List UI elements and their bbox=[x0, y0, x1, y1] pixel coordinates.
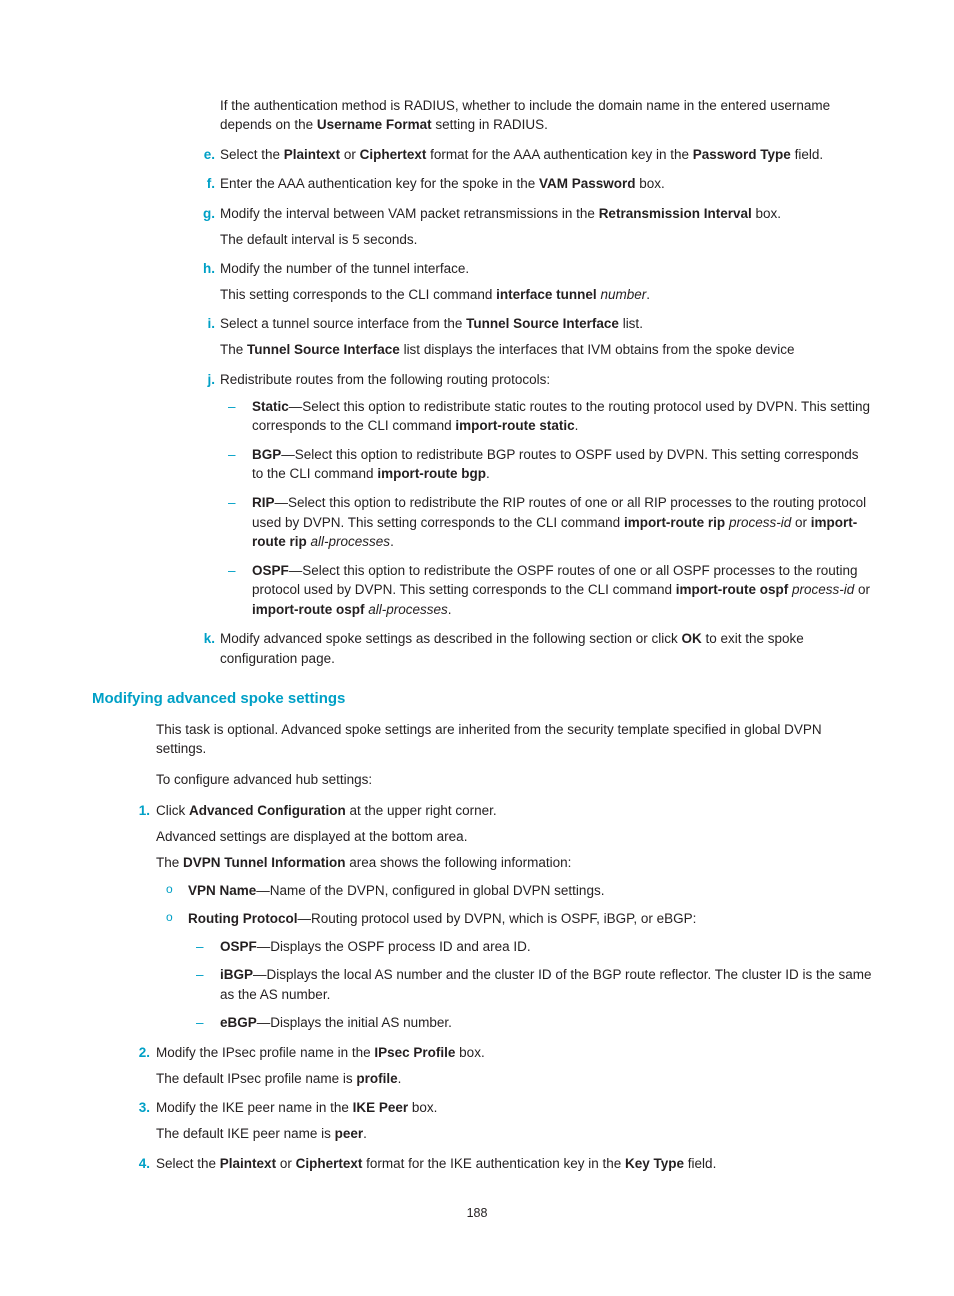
intro-text-2: setting in RADIUS. bbox=[431, 117, 548, 133]
alpha-step-marker: e. bbox=[203, 147, 215, 163]
alpha-step-text: Enter the AAA authentication key for the spoke in the VAM Password box. bbox=[220, 176, 665, 192]
section-paragraph-2: To configure advanced hub settings: bbox=[156, 771, 373, 787]
alpha-step-marker: f. bbox=[206, 176, 215, 192]
alpha-step-marker: h. bbox=[203, 260, 215, 276]
circle-list-item bbox=[156, 909, 872, 1033]
numbered-step-marker: 2. bbox=[138, 1044, 150, 1060]
intro-text-1: If the authentication method is RADIUS, whether to include the domain name in the entered username depends on the bbox=[220, 98, 831, 133]
page-content bbox=[92, 96, 872, 1183]
numbered-step-text: Select the Plaintext or Ciphertext format for the IKE authentication key in the Key Type field. bbox=[156, 1155, 717, 1171]
dash-sublist bbox=[220, 397, 872, 620]
dash-marker-icon: – bbox=[228, 446, 236, 462]
alpha-step-list bbox=[92, 145, 872, 667]
numbered-step-marker: 1. bbox=[138, 803, 150, 819]
alpha-step-note: This setting corresponds to the CLI command interface tunnel number. bbox=[220, 287, 650, 303]
alpha-step-marker: g. bbox=[203, 205, 215, 221]
dash-item-text: RIP—Select this option to redistribute the RIP routes of one or all RIP processes to the routing protocol used by DVPN. This setting corresponds to the CLI command import-route rip process-id or import-route rip all-processes. bbox=[252, 494, 867, 550]
alpha-step-marker: k. bbox=[203, 631, 215, 647]
circle-list-item bbox=[156, 881, 872, 901]
numbered-step-note: Advanced settings are displayed at the bottom area. bbox=[156, 829, 468, 845]
alpha-step-text: Modify the number of the tunnel interface. bbox=[220, 260, 470, 276]
numbered-step-note: The default IKE peer name is peer. bbox=[156, 1126, 367, 1142]
intro-bold-username-format: Username Format bbox=[316, 117, 432, 133]
alpha-step-text: Select the Plaintext or Ciphertext format for the AAA authentication key in the Password Type field. bbox=[220, 147, 824, 163]
alpha-step-text: Redistribute routes from the following routing protocols: bbox=[220, 371, 551, 387]
alpha-step-note: The default interval is 5 seconds. bbox=[220, 231, 418, 247]
dash-item-text: Static—Select this option to redistribute static routes to the routing protocol used by DVPN. This setting corresponds to the CLI command import-route static. bbox=[252, 398, 871, 434]
dash-item-text: OSPF—Select this option to redistribute the OSPF routes of one or all OSPF processes to the routing protocol used by DVPN. This setting corresponds to the CLI command import-route ospf process-id or import-route ospf all-processes. bbox=[252, 562, 871, 617]
dash-sublist bbox=[188, 937, 872, 1033]
numbered-step-text: Modify the IKE peer name in the IKE Peer box. bbox=[156, 1100, 438, 1116]
alpha-step-item bbox=[92, 629, 872, 667]
numbered-step-note: The default IPsec profile name is profile. bbox=[156, 1071, 402, 1087]
numbered-step-item bbox=[92, 801, 872, 1033]
numbered-step-marker: 3. bbox=[138, 1100, 150, 1116]
page-number: 188 bbox=[466, 1206, 488, 1220]
dash-list-item bbox=[220, 493, 872, 552]
dash-list-item bbox=[220, 397, 872, 436]
dash-marker-icon: – bbox=[228, 398, 236, 414]
numbered-step-marker: 4. bbox=[138, 1155, 150, 1171]
dash-list-item bbox=[188, 965, 872, 1004]
dash-marker-icon: – bbox=[196, 938, 204, 954]
section-paragraph-1: This task is optional. Advanced spoke settings are inherited from the security template specified in global DVPN settings. bbox=[156, 721, 822, 756]
alpha-step-item bbox=[92, 204, 872, 249]
intro-paragraph bbox=[220, 96, 872, 134]
numbered-step-item bbox=[92, 1098, 872, 1143]
numbered-step-item bbox=[92, 1154, 872, 1173]
alpha-step-text: Modify advanced spoke settings as described in the following section or click OK to exit the spoke configuration page. bbox=[220, 631, 804, 666]
dash-marker-icon: – bbox=[228, 562, 236, 578]
circle-sublist bbox=[156, 881, 872, 1033]
dash-marker-icon: – bbox=[228, 494, 236, 510]
circle-item-text: VPN Name—Name of the DVPN, configured in global DVPN settings. bbox=[188, 882, 605, 898]
circle-marker-icon: o bbox=[166, 881, 173, 896]
dash-item-text: OSPF—Displays the OSPF process ID and area ID. bbox=[220, 938, 531, 954]
dash-item-text: eBGP—Displays the initial AS number. bbox=[220, 1015, 452, 1031]
circle-marker-icon: o bbox=[166, 910, 173, 925]
dash-list-item bbox=[220, 445, 872, 484]
numbered-step-item bbox=[92, 1043, 872, 1088]
alpha-step-marker: i. bbox=[207, 316, 215, 332]
alpha-step-text: Select a tunnel source interface from the Tunnel Source Interface list. bbox=[220, 316, 643, 332]
alpha-step-item bbox=[92, 145, 872, 164]
dash-list-item bbox=[188, 937, 872, 957]
alpha-step-note: The Tunnel Source Interface list displays the interfaces that IVM obtains from the spoke device bbox=[220, 342, 795, 358]
circle-item-text: Routing Protocol—Routing protocol used by DVPN, which is OSPF, iBGP, or eBGP: bbox=[188, 911, 697, 927]
dash-item-text: iBGP—Displays the local AS number and the cluster ID of the BGP route reflector. The cluster ID is the same as the AS number. bbox=[220, 967, 872, 1002]
section-heading: Modifying advanced spoke settings bbox=[92, 689, 346, 707]
alpha-step-marker: j. bbox=[207, 371, 215, 387]
dash-marker-icon: – bbox=[196, 967, 204, 983]
dash-marker-icon: – bbox=[196, 1015, 204, 1031]
dash-list-item bbox=[220, 561, 872, 620]
alpha-step-item bbox=[92, 259, 872, 304]
dash-list-item bbox=[188, 1013, 872, 1033]
numbered-step-text: Click Advanced Configuration at the upper right corner. bbox=[156, 803, 497, 819]
numbered-step-note: The DVPN Tunnel Information area shows the following information: bbox=[156, 855, 572, 871]
numbered-step-text: Modify the IPsec profile name in the IPsec Profile box. bbox=[156, 1044, 485, 1060]
alpha-step-item bbox=[92, 370, 872, 620]
dash-item-text: BGP—Select this option to redistribute BGP routes to OSPF used by DVPN. This setting corresponds to the CLI command import-route bgp. bbox=[252, 446, 859, 482]
alpha-step-item bbox=[92, 174, 872, 193]
numbered-step-list bbox=[92, 801, 872, 1173]
alpha-step-item bbox=[92, 314, 872, 359]
alpha-step-text: Modify the interval between VAM packet retransmissions in the Retransmission Interval box. bbox=[220, 205, 782, 221]
